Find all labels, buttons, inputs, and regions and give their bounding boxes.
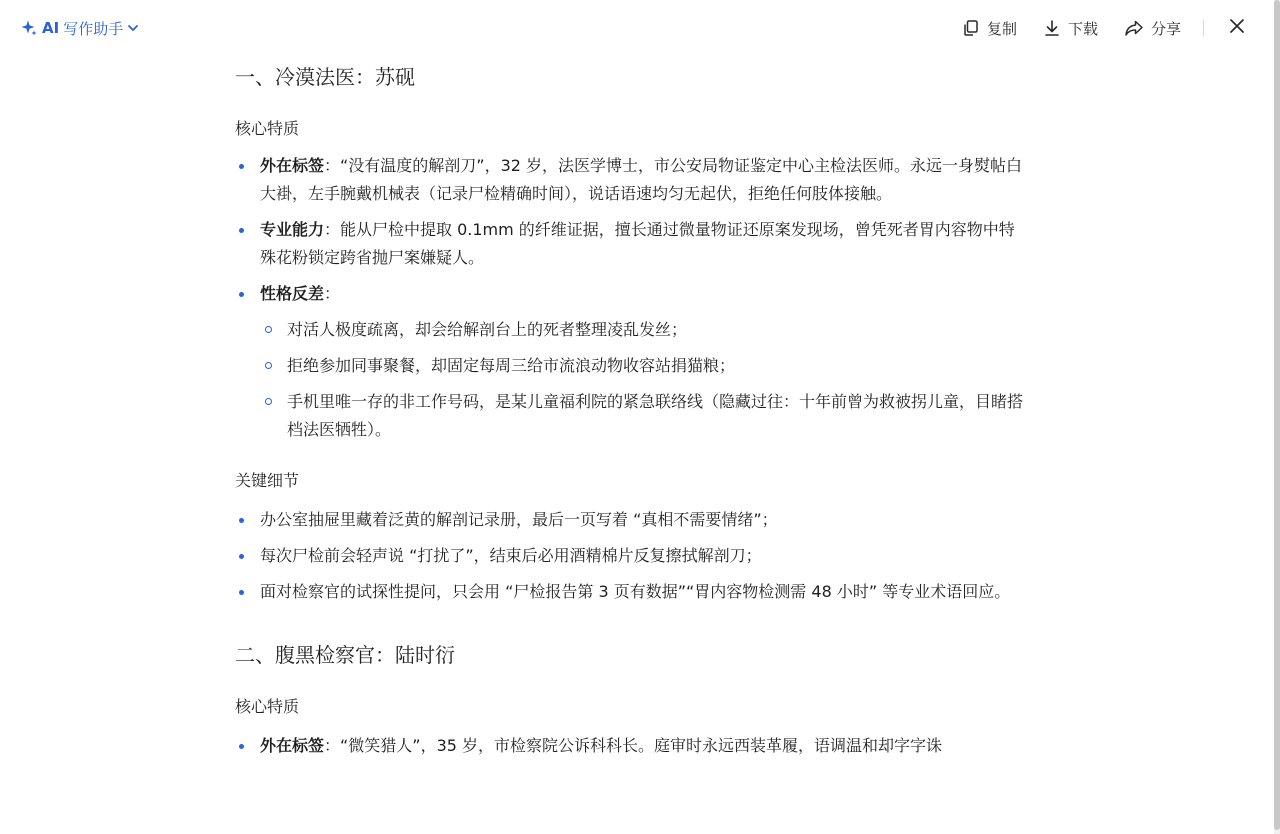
core-traits-list (235, 732, 1025, 760)
copy-button[interactable] (962, 18, 1017, 39)
personality-contrast-list (260, 316, 1025, 444)
item-text: ：“没有温度的解剖刀”，32 岁，法医学博士，市公安局物证鉴定中心主检法医师。永远一身熨帖白大褂，左手腕戴机械表（记录尸检精确时间），说话语速均匀无起伏，拒绝任何肢体接触。 (260, 156, 1023, 203)
item-label: 外在标签 (260, 156, 325, 175)
ai-prefix: AI (42, 19, 60, 37)
share-label: 分享 (1150, 19, 1181, 38)
list-item: 面对检察官的试探性提问，只会用 “尸检报告第 3 页有数据”“胃内容物检测需 48 小时” 等专业术语回应。 (235, 578, 1025, 606)
core-traits-list (235, 152, 1025, 444)
subheading-core-traits: 核心特质 (235, 697, 300, 716)
item-text: ：能从尸检中提取 0.1mm 的纤维证据，擅长通过微量物证还原案发现场，曾凭死者胃内容物中特殊花粉锁定跨省抛尸案嫌疑人。 (260, 220, 1015, 267)
download-button[interactable] (1043, 18, 1098, 39)
share-icon (1124, 19, 1144, 37)
item-label: 性格反差 (260, 284, 325, 303)
share-button[interactable] (1124, 18, 1181, 39)
item-label: 外在标签 (260, 736, 325, 755)
ai-label: 写作助手 (63, 19, 124, 38)
item-text: ： (324, 284, 341, 303)
list-item: 每次尸检前会轻声说 “打扰了”，结束后必用酒精棉片反复擦拭解剖刀； (235, 542, 1025, 570)
copy-icon (962, 19, 980, 37)
download-label: 下载 (1067, 19, 1098, 38)
copy-label: 复制 (986, 19, 1017, 38)
item-text: ：“微笑猎人”，35 岁，市检察院公诉科科长。庭审时永远西装革履，语调温和却字字诛 (324, 736, 943, 755)
toolbar-divider (1203, 20, 1204, 36)
section-title-1: 一、冷漠法医：苏砚 (235, 65, 415, 89)
list-item (235, 732, 1025, 760)
key-details-list (235, 506, 1025, 606)
scrollbar-track[interactable] (1274, 0, 1280, 834)
section-title-2: 二、腹黑检察官：陆时衍 (235, 643, 455, 667)
chevron-down-icon (127, 22, 139, 34)
ai-writing-assistant-button[interactable] (20, 17, 139, 39)
scrollbar-thumb[interactable] (1274, 0, 1280, 830)
close-icon (1228, 17, 1246, 39)
sub-list-item: 拒绝参加同事聚餐，却固定每周三给市流浪动物收容站捐猫粮； (260, 352, 1025, 380)
sparkle-icon (20, 19, 38, 37)
download-icon (1043, 19, 1061, 37)
list-item: 办公室抽屉里藏着泛黄的解剖记录册，最后一页写着 “真相不需要情绪”； (235, 506, 1025, 534)
document-content (235, 60, 1025, 760)
toolbar (962, 14, 1246, 42)
subheading-core-traits: 核心特质 (235, 119, 300, 138)
sub-list-item: 对活人极度疏离，却会给解剖台上的死者整理凌乱发丝； (260, 316, 1025, 344)
list-item (235, 216, 1025, 272)
close-button[interactable] (1228, 17, 1246, 39)
list-item (235, 152, 1025, 208)
subheading-key-details: 关键细节 (235, 471, 300, 490)
list-item (235, 280, 1025, 444)
item-label: 专业能力 (260, 220, 325, 239)
sub-list-item: 手机里唯一存的非工作号码，是某儿童福利院的紧急联络线（隐藏过往：十年前曾为救被拐儿童，目睹搭档法医牺牲）。 (260, 388, 1025, 444)
